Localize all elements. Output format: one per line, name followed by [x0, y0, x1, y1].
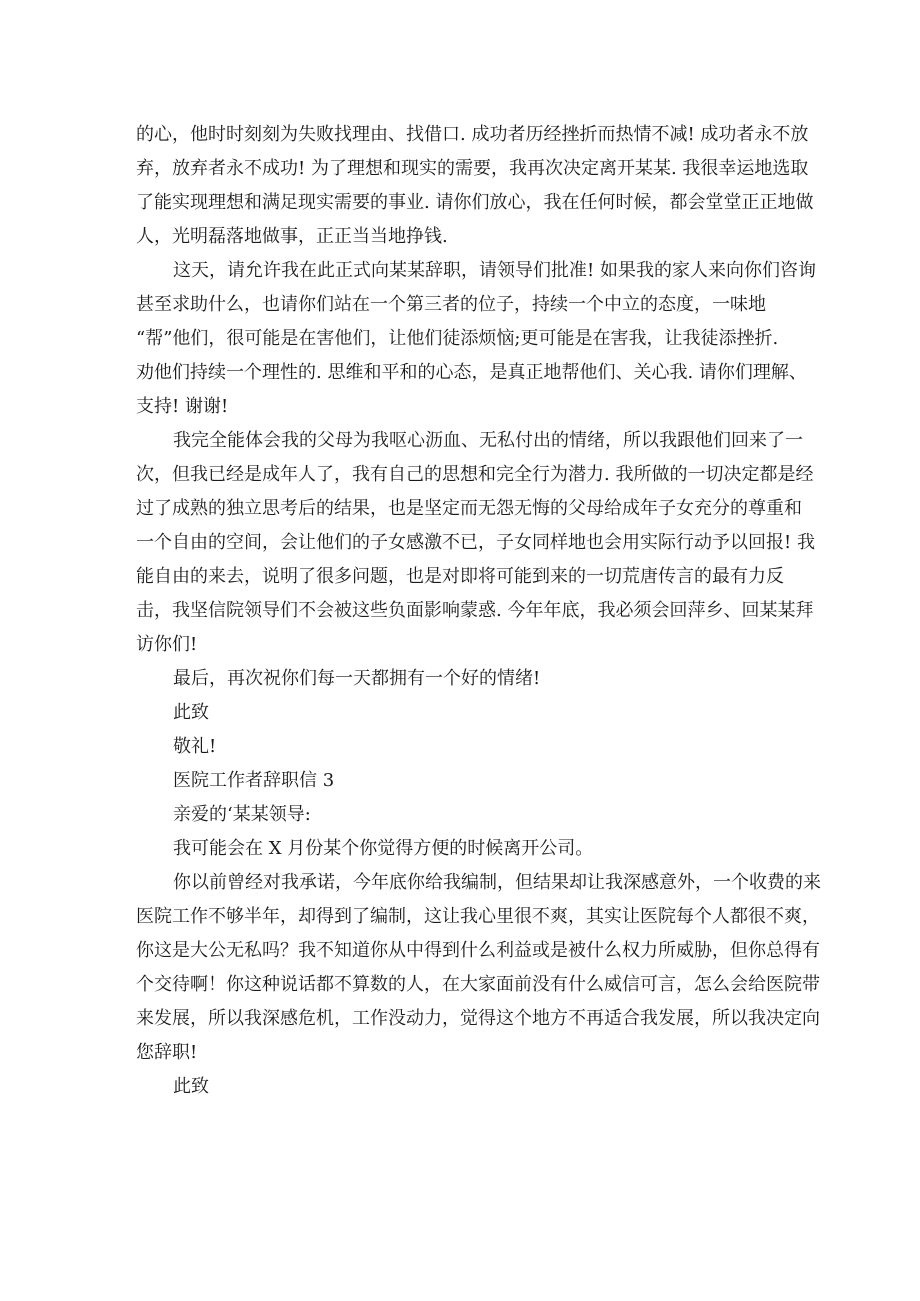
- text-line: 您辞职!: [136, 1042, 198, 1063]
- letter-heading: 医院工作者辞职信 3: [173, 770, 335, 791]
- text-line: 访你们!: [136, 634, 198, 655]
- text-line: 了能实现理想和满足现实需要的事业. 请你们放心，我在任何时候，都会堂堂正正地做: [136, 192, 814, 213]
- text-line: 的心，他时时刻刻为失败找理由、找借口. 成功者历经挫折而热情不减! 成功者永不放: [136, 124, 809, 145]
- document-page: [136, 118, 821, 1104]
- text-line: 你以前曾经对我承诺，今年底你给我编制，但结果却让我深感意外，一个收费的来: [173, 872, 821, 893]
- salutation-line: 此致: [173, 702, 209, 723]
- text-line: 一个自由的空间，会让他们的子女感激不已，子女同样地也会用实际行动予以回报! 我: [136, 532, 815, 553]
- paragraph: [136, 118, 814, 254]
- text-line: 医院工作不够半年，却得到了编制，这让我心里很不爽，其实让医院每个人都很不爽，: [136, 906, 820, 927]
- text-line: 能自由的来去，说明了很多问题，也是对即将可能到来的一切荒唐传言的最有力反: [136, 566, 784, 587]
- text-line: 弃，放弃者永不成功! 为了理想和现实的需要，我再次决定离开某某. 我很幸运地选取: [136, 158, 809, 179]
- salutation-line: 敬礼!: [173, 736, 217, 757]
- text-line: 我可能会在 X 月份某个你觉得方便的时候离开公司。: [173, 838, 594, 859]
- text-line: 这天，请允许我在此正式向某某辞职，请领导们批准! 如果我的家人来向你们咨询: [173, 260, 816, 281]
- text-line: 我完全能体会我的父母为我呕心沥血、无私付出的情绪，所以我跟他们回来了一: [173, 430, 803, 451]
- text-line: 个交待啊！你这种说话都不算数的人，在大家面前没有什么威信可言，怎么会给医院带: [136, 974, 820, 995]
- text-line: 次，但我已经是成年人了，我有自己的思想和完全行为潜力. 我所做的一切决定都是经: [136, 464, 814, 485]
- paragraph: [136, 424, 815, 662]
- text-line: 甚至求助什么，也请你们站在一个第三者的位子，持续一个中立的态度，一味地: [136, 294, 766, 315]
- text-line: 你这是大公无私吗？我不知道你从中得到什么利益或是被什么权力所威胁，但你总得有: [136, 940, 820, 961]
- text-line: 来发展，所以我深感危机，工作没动力，觉得这个地方不再适合我发展，所以我决定向: [136, 1008, 820, 1029]
- text-line: 劝他们持续一个理性的. 思维和平和的心态，是真正地帮他们、关心我. 请你们理解、: [136, 362, 807, 383]
- text-line: 人，光明磊落地做事，正正当当地挣钱.: [136, 226, 448, 247]
- text-line: “帮”他们，很可能是在害他们，让他们徒添烦恼;更可能是在害我，让我徒添挫折.: [136, 328, 779, 349]
- closing-wish: 最后，再次祝你们每一天都拥有一个好的情绪!: [173, 668, 541, 689]
- text-line: 支持! 谢谢!: [136, 396, 229, 417]
- salutation-line: 此致: [173, 1076, 209, 1097]
- greeting-line: 亲爱的‘某某领导:: [173, 804, 311, 825]
- text-line: 过了成熟的独立思考后的结果，也是坚定而无怨无悔的父母给成年子女充分的尊重和: [136, 498, 802, 519]
- paragraph: [136, 254, 816, 424]
- paragraph: [136, 866, 821, 1070]
- text-line: 击，我坚信院领导们不会被这些负面影响蒙惑. 今年年底，我必须会回萍乡、回某某拜: [136, 600, 814, 621]
